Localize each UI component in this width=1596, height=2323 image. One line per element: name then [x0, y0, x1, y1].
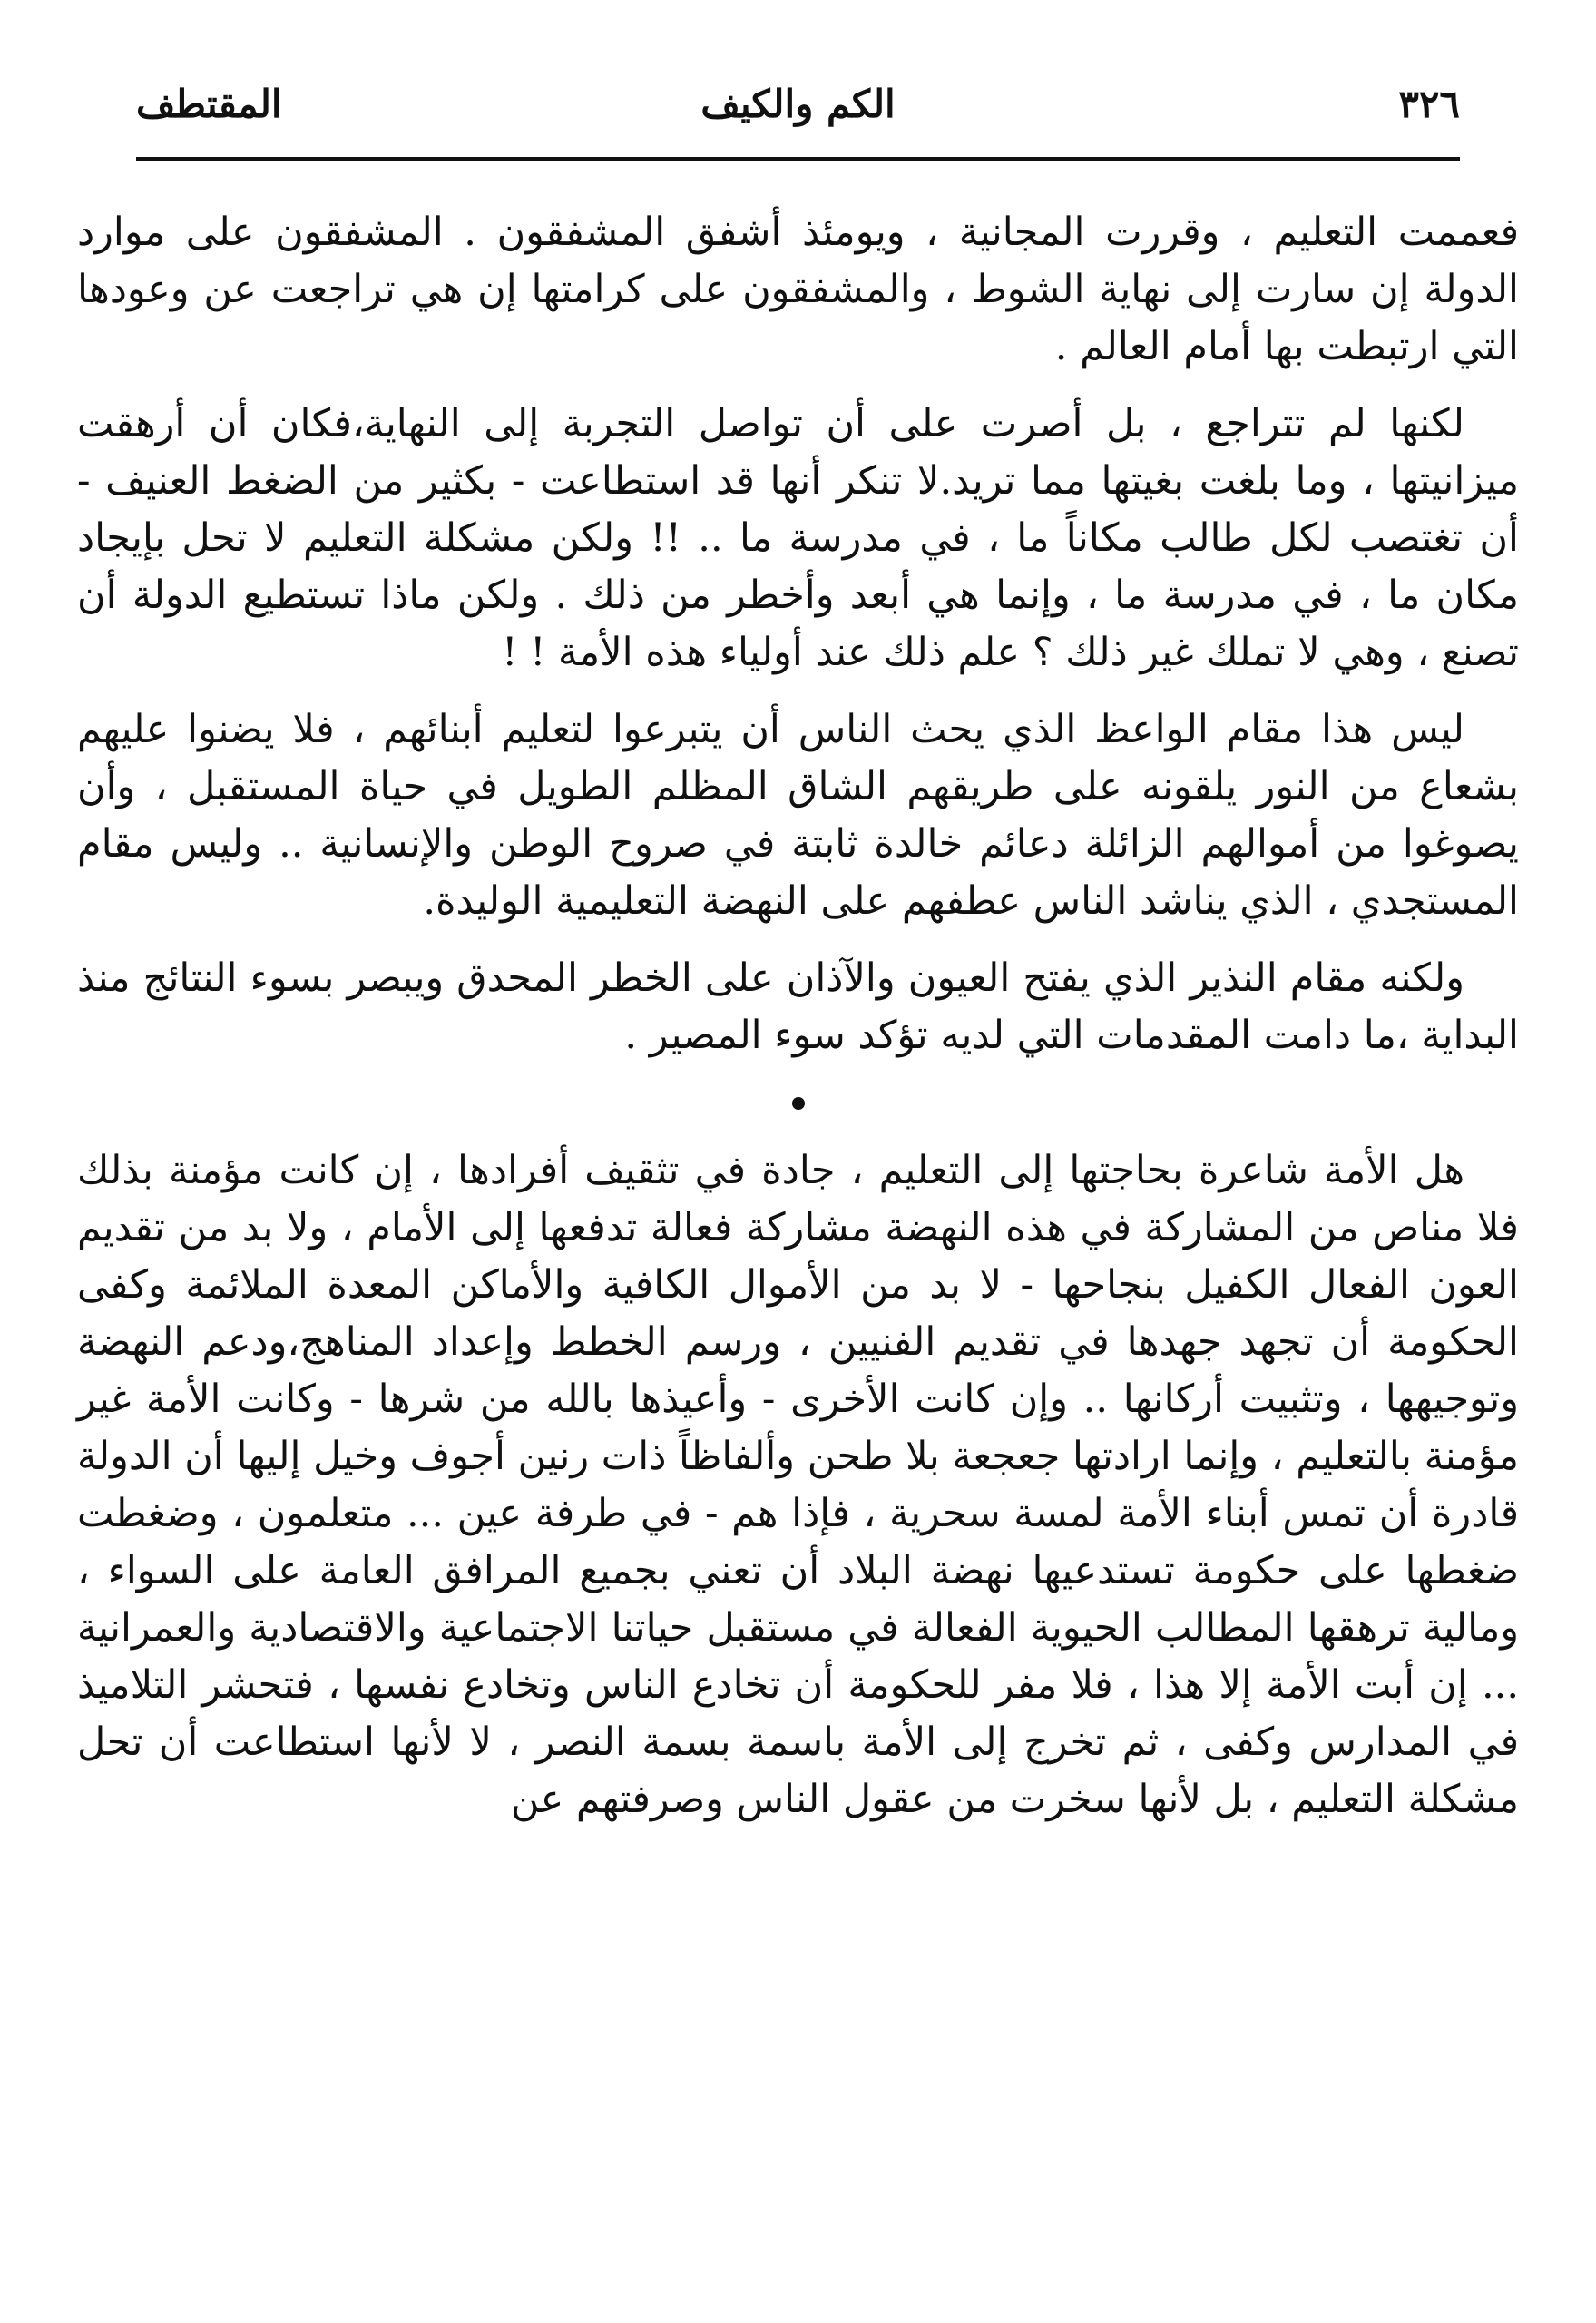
paragraph: هل الأمة شاعرة بحاجتها إلى التعليم ، جادة في تثقيف أفرادها ، إن كانت مؤمنة بذلك فلا مناص من المشاركة في هذه النهضة مشاركة فعالة تدفعها إلى الأمام ، ولا بد من تقديم العون الفعال الكفيل بنجاحها - لا بد من الأموال الكافية والأماكن المعدة الملائمة وكفى الحكومة أن تجهد جهدها في تقديم الفنيين ، ورسم الخطط وإعداد المناهج،ودعم النهضة وتوجيهها ، وتثبيت أركانها .. وإن كانت الأخرى - وأعيذها بالله من شرها - وكانت الأمة غير مؤمنة بالتعليم ، وإنما ارادتها جعجعة بلا طحن وألفاظاً ذات رنين أجوف وخيل إليها أن الدولة قادرة أن تمس أبناء الأمة لمسة سحرية ، فإذا هم - في طرفة عين ... متعلمون ، وضغطت ضغطها على حكومة تستدعيها نهضة البلاد أن تعني بجميع المرافق العامة على السواء ، ومالية ترهقها المطالب الحيوية الفعالة في مستقبل حياتنا الاجتماعية والاقتصادية والعمرانية ... إن أبت الأمة إلا هذا ، فلا مفر للحكومة أن تخادع الناس وتخادع نفسها ، فتحشر التلاميذ في المدارس وكفى ، ثم تخرج إلى الأمة باسمة بسمة النصر ، لا لأنها استطاعت أن تحل مشكلة التعليم ، بل لأنها سخرت من عقول الناس وصرفتهم عن — [77, 1148, 1519, 1822]
article-body — [77, 204, 1519, 1848]
page-number: ٣٢٦ — [1398, 82, 1460, 126]
paragraph: ولكنه مقام النذير الذي يفتح العيون والآذان على الخطر المحدق ويبصر بسوء النتائج منذ البداية ،ما دامت المقدمات التي لديه تؤكد سوء المصير . — [77, 956, 1519, 1058]
paragraph: فعممت التعليم ، وقررت المجانية ، ويومئذ أشفق المشفقون . المشفقون على موارد الدولة إن سارت إلى نهاية الشوط ، والمشفقون على كرامتها إن هي تراجعت عن وعودها التي ارتبطت بها أمام العالم . — [77, 210, 1519, 369]
running-title: الكم والكيف — [700, 82, 896, 126]
page-header — [136, 64, 1460, 145]
paragraph: لكنها لم تتراجع ، بل أصرت على أن تواصل التجربة إلى النهاية،فكان أن أرهقت ميزانيتها ، وما بلغت بغيتها مما تريد.لا تنكر أنها قد استطاعت - بكثير من الضغط العنيف - أن تغتصب لكل طالب مكاناً ما ، في مدرسة ما .. !! ولكن مشكلة التعليم لا تحل بإيجاد مكان ما ، في مدرسة ما ، وإنما هي أبعد وأخطر من ذلك . ولكن ماذا تستطيع الدولة أن تصنع ، وهي لا تملك غير ذلك ؟ علم ذلك عند أولياء هذه الأمة ! ! — [77, 401, 1519, 675]
header-rule — [136, 157, 1460, 161]
paragraph: ليس هذا مقام الواعظ الذي يحث الناس أن يتبرعوا لتعليم أبنائهم ، فلا يضنوا عليهم بشعاع من النور يلقونه على طريقهم الشاق المظلم الطويل في حياة المستقبل ، وأن يصوغوا من أموالهم الزائلة دعائم خالدة ثابتة في صروح الوطن والإنسانية .. وليس مقام المستجدي ، الذي يناشد الناس عطفهم على النهضة التعليمية الوليدة. — [77, 707, 1520, 924]
journal-name: المقتطف — [136, 82, 282, 126]
section-separator — [792, 1097, 805, 1110]
